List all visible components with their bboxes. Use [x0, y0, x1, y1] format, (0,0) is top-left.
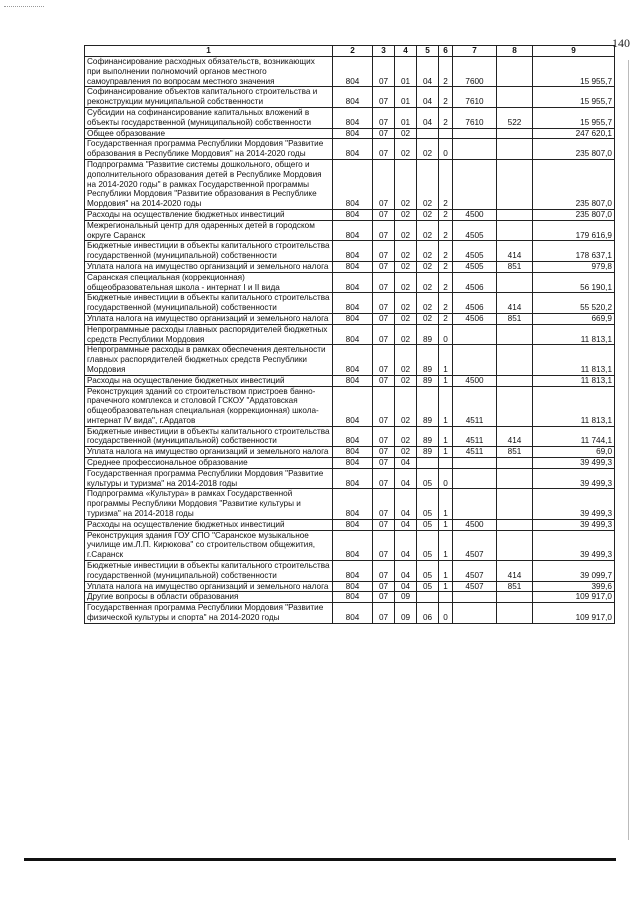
section-code-cell: 07: [373, 458, 395, 469]
program-code-cell: 05: [417, 581, 439, 592]
amount-cell: 235 807,0: [533, 139, 615, 160]
section-code-cell: 07: [373, 313, 395, 324]
section-code-cell: 07: [373, 561, 395, 582]
subsection-code-cell: 04: [395, 468, 417, 489]
program-code-cell: 06: [417, 603, 439, 624]
item-name-cell: Подпрограмма "Развитие системы дошкольного, общего и дополнительного образования детей в Республике Мордовия на 2014-2020 годы" в рамках Государственной программы Республики Мордовия "Развитие образования в Республике Мордовия" на 2014-2020 годы: [85, 159, 333, 209]
table-row: [85, 447, 615, 458]
item-name-cell: Софинансирование объектов капитального строительства и реконструкции муниципальной собственности: [85, 87, 333, 108]
program-code-cell: 02: [417, 241, 439, 262]
ministry-code-cell: 804: [333, 139, 373, 160]
table-row: [85, 313, 615, 324]
amount-cell: 39 499,3: [533, 530, 615, 560]
program-code-cell: 89: [417, 375, 439, 386]
amount-cell: 109 917,0: [533, 592, 615, 603]
target-code-cell: 4506: [453, 293, 497, 314]
subprogram-code-cell: 1: [439, 519, 453, 530]
ministry-code-cell: 804: [333, 386, 373, 426]
subsection-code-cell: 09: [395, 603, 417, 624]
subsection-code-cell: 04: [395, 530, 417, 560]
amount-cell: 669,9: [533, 313, 615, 324]
amount-cell: 55 520,2: [533, 293, 615, 314]
program-code-cell: 89: [417, 386, 439, 426]
column-header-8: 8: [497, 46, 533, 57]
subprogram-code-cell: 2: [439, 57, 453, 87]
subsection-code-cell: 02: [395, 128, 417, 139]
section-code-cell: 07: [373, 159, 395, 209]
expense-type-code-cell: [497, 220, 533, 241]
section-code-cell: 07: [373, 107, 395, 128]
target-code-cell: [453, 324, 497, 345]
amount-cell: 109 917,0: [533, 603, 615, 624]
expense-type-code-cell: 851: [497, 313, 533, 324]
program-code-cell: 05: [417, 530, 439, 560]
column-header-5: 5: [417, 46, 439, 57]
amount-cell: 11 744,1: [533, 426, 615, 447]
table-row: [85, 261, 615, 272]
program-code-cell: 02: [417, 261, 439, 272]
table-row: [85, 458, 615, 469]
item-name-cell: Расходы на осуществление бюджетных инвестиций: [85, 519, 333, 530]
subsection-code-cell: 01: [395, 87, 417, 108]
section-code-cell: 07: [373, 57, 395, 87]
program-code-cell: 89: [417, 345, 439, 375]
ministry-code-cell: 804: [333, 324, 373, 345]
subsection-code-cell: 04: [395, 489, 417, 519]
column-header-6: 6: [439, 46, 453, 57]
table-row: [85, 241, 615, 262]
item-name-cell: Реконструкция зданий со строительством пристроев банно-прачечного комплекса и столовой ГСКОУ "Ардатовская общеобразовательная специальная (коррекционная) школа-интернат IV вида", г.Ардатов: [85, 386, 333, 426]
table-row: [85, 386, 615, 426]
section-code-cell: 07: [373, 592, 395, 603]
item-name-cell: Бюджетные инвестиции в объекты капитального строительства государственной (муниципальной) собственности: [85, 426, 333, 447]
target-code-cell: 4507: [453, 530, 497, 560]
subprogram-code-cell: 1: [439, 375, 453, 386]
target-code-cell: 4507: [453, 581, 497, 592]
subsection-code-cell: 02: [395, 313, 417, 324]
subsection-code-cell: 02: [395, 386, 417, 426]
ministry-code-cell: 804: [333, 530, 373, 560]
item-name-cell: Расходы на осуществление бюджетных инвестиций: [85, 209, 333, 220]
table-header-row: [85, 46, 615, 57]
ministry-code-cell: 804: [333, 241, 373, 262]
subprogram-code-cell: 2: [439, 272, 453, 293]
target-code-cell: [453, 128, 497, 139]
target-code-cell: 4506: [453, 313, 497, 324]
scan-edge-line: [628, 60, 629, 840]
program-code-cell: 05: [417, 519, 439, 530]
ministry-code-cell: 804: [333, 468, 373, 489]
section-code-cell: 07: [373, 209, 395, 220]
item-name-cell: Уплата налога на имущество организаций и земельного налога: [85, 261, 333, 272]
amount-cell: 11 813,1: [533, 345, 615, 375]
target-code-cell: 4511: [453, 426, 497, 447]
subprogram-code-cell: 2: [439, 241, 453, 262]
expense-type-code-cell: [497, 87, 533, 108]
ministry-code-cell: 804: [333, 272, 373, 293]
table-row: [85, 561, 615, 582]
subprogram-code-cell: 2: [439, 261, 453, 272]
expense-type-code-cell: 414: [497, 293, 533, 314]
program-code-cell: 89: [417, 426, 439, 447]
table-row: [85, 581, 615, 592]
table-row: [85, 592, 615, 603]
ministry-code-cell: 804: [333, 603, 373, 624]
table-row: [85, 519, 615, 530]
table-row: [85, 489, 615, 519]
amount-cell: 15 955,7: [533, 57, 615, 87]
amount-cell: 247 620,1: [533, 128, 615, 139]
section-code-cell: 07: [373, 241, 395, 262]
program-code-cell: 89: [417, 447, 439, 458]
program-code-cell: [417, 592, 439, 603]
scan-margin-marks: [4, 6, 44, 11]
subsection-code-cell: 04: [395, 561, 417, 582]
subprogram-code-cell: 1: [439, 489, 453, 519]
ministry-code-cell: 804: [333, 489, 373, 519]
program-code-cell: 02: [417, 220, 439, 241]
item-name-cell: Бюджетные инвестиции в объекты капитального строительства государственной (муниципальной) собственности: [85, 561, 333, 582]
page-number: 140: [612, 36, 630, 50]
section-code-cell: 07: [373, 87, 395, 108]
expense-type-code-cell: 851: [497, 581, 533, 592]
ministry-code-cell: 804: [333, 107, 373, 128]
item-name-cell: Другие вопросы в области образования: [85, 592, 333, 603]
item-name-cell: Государственная программа Республики Мордовия "Развитие физической культуры и спорта" на 2014-2020 годы: [85, 603, 333, 624]
program-code-cell: 05: [417, 489, 439, 519]
section-code-cell: 07: [373, 375, 395, 386]
target-code-cell: [453, 345, 497, 375]
section-code-cell: 07: [373, 447, 395, 458]
subsection-code-cell: 02: [395, 209, 417, 220]
target-code-cell: 7610: [453, 87, 497, 108]
ministry-code-cell: 804: [333, 592, 373, 603]
expense-type-code-cell: [497, 468, 533, 489]
program-code-cell: 89: [417, 324, 439, 345]
item-name-cell: Межрегиональный центр для одаренных детей в городском округе Саранск: [85, 220, 333, 241]
section-code-cell: 07: [373, 128, 395, 139]
ministry-code-cell: 804: [333, 375, 373, 386]
amount-cell: 39 499,3: [533, 458, 615, 469]
target-code-cell: 7600: [453, 57, 497, 87]
section-code-cell: 07: [373, 468, 395, 489]
item-name-cell: Государственная программа Республики Мордовия "Развитие культуры и туризма" на 2014-2018 годы: [85, 468, 333, 489]
item-name-cell: Подпрограмма «Культура» в рамках Государственной программы Республики Мордовия "Развитие культуры и туризма" на 2014-2018 годы: [85, 489, 333, 519]
expense-type-code-cell: [497, 375, 533, 386]
expense-type-code-cell: 522: [497, 107, 533, 128]
expense-type-code-cell: [497, 530, 533, 560]
target-code-cell: 4506: [453, 272, 497, 293]
column-header-4: 4: [395, 46, 417, 57]
table-row: [85, 159, 615, 209]
section-code-cell: 07: [373, 426, 395, 447]
ministry-code-cell: 804: [333, 313, 373, 324]
amount-cell: 11 813,1: [533, 375, 615, 386]
item-name-cell: Бюджетные инвестиции в объекты капитального строительства государственной (муниципальной) собственности: [85, 293, 333, 314]
amount-cell: 69,0: [533, 447, 615, 458]
target-code-cell: 4500: [453, 519, 497, 530]
amount-cell: 235 807,0: [533, 209, 615, 220]
item-name-cell: Саранская специальная (коррекционная) общеобразовательная школа - интернат I и II вида: [85, 272, 333, 293]
table-row: [85, 426, 615, 447]
table-row: [85, 220, 615, 241]
program-code-cell: 04: [417, 57, 439, 87]
table-row: [85, 209, 615, 220]
subprogram-code-cell: 2: [439, 313, 453, 324]
expense-type-code-cell: [497, 519, 533, 530]
subprogram-code-cell: 1: [439, 386, 453, 426]
subprogram-code-cell: 1: [439, 447, 453, 458]
target-code-cell: [453, 468, 497, 489]
section-code-cell: 07: [373, 386, 395, 426]
expense-type-code-cell: [497, 603, 533, 624]
amount-cell: 11 813,1: [533, 386, 615, 426]
ministry-code-cell: 804: [333, 87, 373, 108]
expense-type-code-cell: [497, 272, 533, 293]
column-header-2: 2: [333, 46, 373, 57]
ministry-code-cell: 804: [333, 561, 373, 582]
column-header-9: 9: [533, 46, 615, 57]
ministry-code-cell: 804: [333, 345, 373, 375]
subsection-code-cell: 01: [395, 57, 417, 87]
subprogram-code-cell: 2: [439, 220, 453, 241]
subprogram-code-cell: 1: [439, 426, 453, 447]
target-code-cell: 4505: [453, 220, 497, 241]
target-code-cell: [453, 603, 497, 624]
subsection-code-cell: 02: [395, 272, 417, 293]
table-row: [85, 375, 615, 386]
target-code-cell: 4511: [453, 386, 497, 426]
ministry-code-cell: 804: [333, 519, 373, 530]
subprogram-code-cell: 1: [439, 345, 453, 375]
subprogram-code-cell: 2: [439, 293, 453, 314]
table-row: [85, 272, 615, 293]
table-body: [85, 57, 615, 624]
ministry-code-cell: 804: [333, 458, 373, 469]
subprogram-code-cell: 1: [439, 530, 453, 560]
table-row: [85, 345, 615, 375]
ministry-code-cell: 804: [333, 261, 373, 272]
item-name-cell: Бюджетные инвестиции в объекты капитального строительства государственной (муниципальной) собственности: [85, 241, 333, 262]
expense-type-code-cell: [497, 386, 533, 426]
ministry-code-cell: 804: [333, 128, 373, 139]
program-code-cell: [417, 458, 439, 469]
table-row: [85, 139, 615, 160]
program-code-cell: 02: [417, 313, 439, 324]
expense-type-code-cell: 414: [497, 561, 533, 582]
subsection-code-cell: 02: [395, 447, 417, 458]
section-code-cell: 07: [373, 261, 395, 272]
item-name-cell: Уплата налога на имущество организаций и земельного налога: [85, 313, 333, 324]
expense-type-code-cell: [497, 159, 533, 209]
section-code-cell: 07: [373, 220, 395, 241]
program-code-cell: 02: [417, 293, 439, 314]
amount-cell: 39 499,3: [533, 468, 615, 489]
subsection-code-cell: 01: [395, 107, 417, 128]
ministry-code-cell: 804: [333, 426, 373, 447]
item-name-cell: Среднее профессиональное образование: [85, 458, 333, 469]
expense-type-code-cell: [497, 324, 533, 345]
table-row: [85, 57, 615, 87]
amount-cell: 15 955,7: [533, 107, 615, 128]
item-name-cell: Непрограммные расходы в рамках обеспечения деятельности главных распорядителей бюджетных средств Республики Мордовия: [85, 345, 333, 375]
expense-type-code-cell: [497, 592, 533, 603]
item-name-cell: Непрограммные расходы главных распорядителей бюджетных средств Республики Мордовия: [85, 324, 333, 345]
amount-cell: 56 190,1: [533, 272, 615, 293]
amount-cell: 399,6: [533, 581, 615, 592]
item-name-cell: Уплата налога на имущество организаций и земельного налога: [85, 447, 333, 458]
program-code-cell: 02: [417, 272, 439, 293]
table-row: [85, 128, 615, 139]
target-code-cell: 4500: [453, 375, 497, 386]
subprogram-code-cell: [439, 592, 453, 603]
subsection-code-cell: 02: [395, 375, 417, 386]
target-code-cell: 7610: [453, 107, 497, 128]
expense-type-code-cell: [497, 345, 533, 375]
section-code-cell: 07: [373, 345, 395, 375]
program-code-cell: 04: [417, 107, 439, 128]
section-code-cell: 07: [373, 272, 395, 293]
amount-cell: 11 813,1: [533, 324, 615, 345]
subprogram-code-cell: 0: [439, 324, 453, 345]
section-code-cell: 07: [373, 581, 395, 592]
expense-type-code-cell: [497, 128, 533, 139]
subsection-code-cell: 02: [395, 241, 417, 262]
subsection-code-cell: 02: [395, 261, 417, 272]
budget-table: [84, 45, 615, 624]
ministry-code-cell: 804: [333, 209, 373, 220]
amount-cell: 39 499,3: [533, 519, 615, 530]
target-code-cell: 4500: [453, 209, 497, 220]
expense-type-code-cell: 851: [497, 261, 533, 272]
program-code-cell: 02: [417, 209, 439, 220]
program-code-cell: 05: [417, 468, 439, 489]
ministry-code-cell: 804: [333, 581, 373, 592]
subprogram-code-cell: 1: [439, 561, 453, 582]
program-code-cell: 05: [417, 561, 439, 582]
expense-type-code-cell: [497, 458, 533, 469]
subsection-code-cell: 02: [395, 324, 417, 345]
target-code-cell: 4505: [453, 241, 497, 262]
section-code-cell: 07: [373, 530, 395, 560]
column-header-7: 7: [453, 46, 497, 57]
amount-cell: 39 099,7: [533, 561, 615, 582]
subprogram-code-cell: [439, 458, 453, 469]
section-code-cell: 07: [373, 603, 395, 624]
subsection-code-cell: 02: [395, 220, 417, 241]
section-code-cell: 07: [373, 139, 395, 160]
table-row: [85, 468, 615, 489]
subsection-code-cell: 02: [395, 345, 417, 375]
program-code-cell: [417, 128, 439, 139]
item-name-cell: Государственная программа Республики Мордовия "Развитие образования в Республике Мордовия" на 2014-2020 годы: [85, 139, 333, 160]
amount-cell: 39 499,3: [533, 489, 615, 519]
subsection-code-cell: 02: [395, 426, 417, 447]
program-code-cell: 02: [417, 159, 439, 209]
item-name-cell: Общее образование: [85, 128, 333, 139]
expense-type-code-cell: [497, 57, 533, 87]
amount-cell: 979,8: [533, 261, 615, 272]
subprogram-code-cell: 2: [439, 107, 453, 128]
subsection-code-cell: 02: [395, 293, 417, 314]
item-name-cell: Расходы на осуществление бюджетных инвестиций: [85, 375, 333, 386]
target-code-cell: 4511: [453, 447, 497, 458]
ministry-code-cell: 804: [333, 293, 373, 314]
budget-table-container: [84, 45, 614, 624]
expense-type-code-cell: [497, 209, 533, 220]
subprogram-code-cell: 2: [439, 159, 453, 209]
subsection-code-cell: 04: [395, 581, 417, 592]
column-header-3: 3: [373, 46, 395, 57]
ministry-code-cell: 804: [333, 220, 373, 241]
subprogram-code-cell: 0: [439, 139, 453, 160]
item-name-cell: Реконструкция здания ГОУ СПО "Саранское музыкальное училище им.Л.П. Кирюкова" со строительством общежития, г.Саранск: [85, 530, 333, 560]
target-code-cell: [453, 139, 497, 160]
amount-cell: 178 637,1: [533, 241, 615, 262]
bottom-rule: [24, 858, 616, 861]
subprogram-code-cell: 0: [439, 603, 453, 624]
target-code-cell: [453, 458, 497, 469]
amount-cell: 235 807,0: [533, 159, 615, 209]
amount-cell: 179 616,9: [533, 220, 615, 241]
expense-type-code-cell: [497, 139, 533, 160]
target-code-cell: [453, 489, 497, 519]
table-row: [85, 87, 615, 108]
table-row: [85, 293, 615, 314]
subsection-code-cell: 09: [395, 592, 417, 603]
table-row: [85, 324, 615, 345]
item-name-cell: Уплата налога на имущество организаций и земельного налога: [85, 581, 333, 592]
subsection-code-cell: 02: [395, 139, 417, 160]
expense-type-code-cell: [497, 489, 533, 519]
amount-cell: 15 955,7: [533, 87, 615, 108]
subsection-code-cell: 02: [395, 159, 417, 209]
column-header-1: 1: [85, 46, 333, 57]
target-code-cell: 4507: [453, 561, 497, 582]
ministry-code-cell: 804: [333, 159, 373, 209]
item-name-cell: Софинансирование расходных обязательств, возникающих при выполнении полномочий органов местного самоуправления по вопросам местного значения: [85, 57, 333, 87]
table-row: [85, 107, 615, 128]
ministry-code-cell: 804: [333, 57, 373, 87]
subsection-code-cell: 04: [395, 458, 417, 469]
target-code-cell: [453, 159, 497, 209]
ministry-code-cell: 804: [333, 447, 373, 458]
subprogram-code-cell: 2: [439, 209, 453, 220]
expense-type-code-cell: 414: [497, 241, 533, 262]
subsection-code-cell: 04: [395, 519, 417, 530]
subprogram-code-cell: 2: [439, 87, 453, 108]
table-row: [85, 530, 615, 560]
target-code-cell: 4505: [453, 261, 497, 272]
expense-type-code-cell: 414: [497, 426, 533, 447]
section-code-cell: 07: [373, 519, 395, 530]
expense-type-code-cell: 851: [497, 447, 533, 458]
subprogram-code-cell: 0: [439, 468, 453, 489]
subprogram-code-cell: [439, 128, 453, 139]
table-row: [85, 603, 615, 624]
program-code-cell: 02: [417, 139, 439, 160]
section-code-cell: 07: [373, 293, 395, 314]
target-code-cell: [453, 592, 497, 603]
subprogram-code-cell: 1: [439, 581, 453, 592]
section-code-cell: 07: [373, 324, 395, 345]
item-name-cell: Субсидии на софинансирование капитальных вложений в объекты государственной (муниципальной) собственности: [85, 107, 333, 128]
section-code-cell: 07: [373, 489, 395, 519]
program-code-cell: 04: [417, 87, 439, 108]
